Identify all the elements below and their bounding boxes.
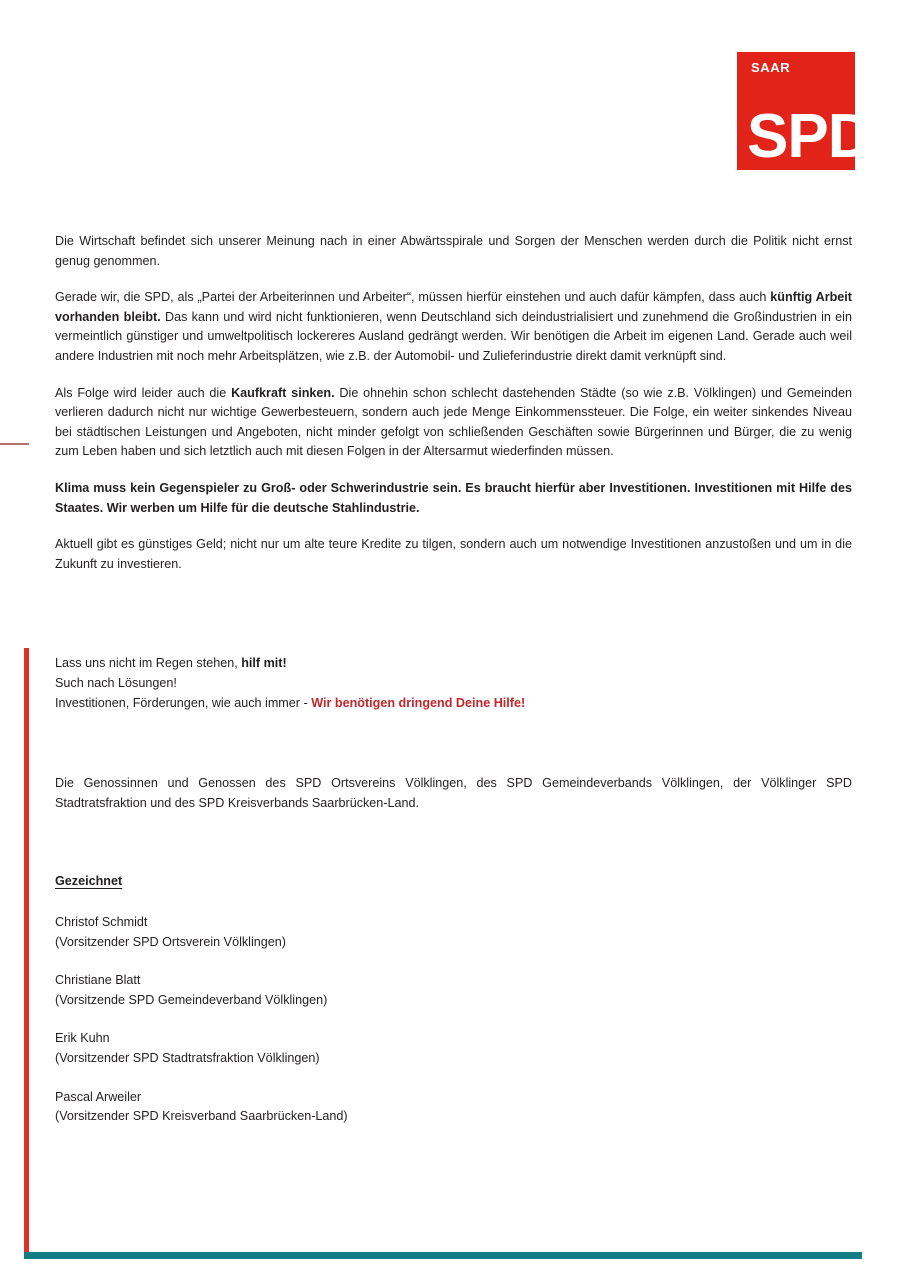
signoff-statement: Die Genossinnen und Genossen des SPD Ortsvereins Völklingen, des SPD Gemeindeverbands Völklingen, der Völklinger SPD Stadtratsfraktion und des SPD Kreisverbands Saarbrücken-Land. <box>55 776 852 810</box>
appeal-line-1 <box>55 653 852 673</box>
paragraph-climate-industry-text: Klima muss kein Gegenspieler zu Groß- oder Schwerindustrie sein. Es braucht hierfür aber Investitionen. Investitionen mit Hilfe des Staates. Wir werben um Hilfe für die deutsche Stahlindustrie. <box>55 480 852 515</box>
signature-name: Christiane Blatt <box>55 973 141 988</box>
signed-heading: Gezeichnet <box>55 874 123 888</box>
signature-name: Pascal Arweiler <box>55 1089 142 1104</box>
paragraph-workers-party-emphasis: künftig Arbeit vorhanden bleibt. <box>55 290 852 324</box>
spd-saar-logo <box>737 52 872 171</box>
appeal-line-3 <box>55 693 852 713</box>
signature-role: (Vorsitzende SPD Gemeindeverband Völklingen) <box>55 992 328 1007</box>
paragraph-economy <box>55 232 852 271</box>
paragraph-climate-industry <box>55 479 852 518</box>
appeal-line-3-plain: Investitionen, Förderungen, wie auch immer - <box>55 696 312 710</box>
signature-role: (Vorsitzender SPD Stadtratsfraktion Völklingen) <box>55 1050 320 1065</box>
paragraph-economy-text: Die Wirtschaft befindet sich unserer Meinung nach in einer Abwärtsspirale und Sorgen der Menschen werden durch die Politik nicht ernst genug genommen. <box>55 234 852 268</box>
paragraph-purchasing-power <box>55 384 852 462</box>
left-accent-rule <box>0 443 29 445</box>
paragraph-workers-party <box>55 288 852 366</box>
signature-name: Erik Kuhn <box>55 1031 110 1046</box>
signature-list <box>55 913 555 1127</box>
appeal-line-3-highlight: Wir benötigen dringend Deine Hilfe! <box>311 696 526 710</box>
paragraph-purchasing-power-text-1: Als Folge wird leider auch die <box>55 385 232 400</box>
logo-party-label: SPD <box>747 102 872 171</box>
red-vertical-accent-bar <box>24 648 29 1257</box>
signature-entry <box>55 1029 555 1068</box>
signature-entry <box>55 913 555 952</box>
signature-role: (Vorsitzender SPD Kreisverband Saarbrücken-Land) <box>55 1109 348 1124</box>
signature-entry <box>55 1088 555 1127</box>
logo-region-label: SAAR <box>751 60 791 75</box>
appeal-line-2: Such nach Lösungen! <box>55 676 177 690</box>
signature-role: (Vorsitzender SPD Ortsverein Völklingen) <box>55 934 286 949</box>
paragraph-cheap-money-text: Aktuell gibt es günstiges Geld; nicht nur um alte teure Kredite zu tilgen, sondern auch um notwendige Investitionen anzustoßen und um in die Zukunft zu investieren. <box>55 537 852 571</box>
appeal-line-1-emphasis: hilf mit! <box>241 656 287 670</box>
letter-body <box>55 232 852 574</box>
teal-bottom-accent-bar <box>24 1252 862 1259</box>
paragraph-purchasing-power-emphasis: Kaufkraft sinken. <box>231 385 335 400</box>
paragraph-cheap-money <box>55 535 852 574</box>
paragraph-workers-party-text-1: Gerade wir, die SPD, als „Partei der Arbeiterinnen und Arbeiter“, müssen hierfür einstehen und auch dafür kämpfen, dass auch <box>55 290 771 305</box>
appeal-line-1-plain: Lass uns nicht im Regen stehen, <box>55 656 242 670</box>
call-to-action-block <box>55 653 852 713</box>
paragraph-purchasing-power-text-2: Die ohnehin schon schlecht dastehenden Städte (so wie z.B. Völklingen) und Gemeinden verlieren dadurch nicht nur wichtige Gewerbesteuern, sondern auch jede Menge Einkommenssteuer. Die Folge, ein weiter sinkendes Niveau bei städtischen Leistungen und Angeboten, nicht minder gefolgt von schließenden Geschäften sowie Bürgerinnen und Bürger, die zu wenig zum Leben haben und sich letztlich auch mit diesen Folgen in der Altersarmut wiederfinden müssen. <box>55 385 852 459</box>
signature-entry <box>55 971 555 1010</box>
paragraph-workers-party-text-2: Das kann und wird nicht funktionieren, wenn Deutschland sich deindustrialisiert und zunehmend die Großindustrien in ein vermeintlich günstiger und umweltpolitisch lockereres Ausland gedrängt werden. Wir benötigen die Arbeit im eigenen Land. Gerade auch weil andere Industrien mit noch mehr Arbeitsplätzen, wie z.B. der Automobil- und Zulieferindustrie direkt damit verknüpft sind. <box>55 309 852 363</box>
signature-name: Christof Schmidt <box>55 915 148 929</box>
